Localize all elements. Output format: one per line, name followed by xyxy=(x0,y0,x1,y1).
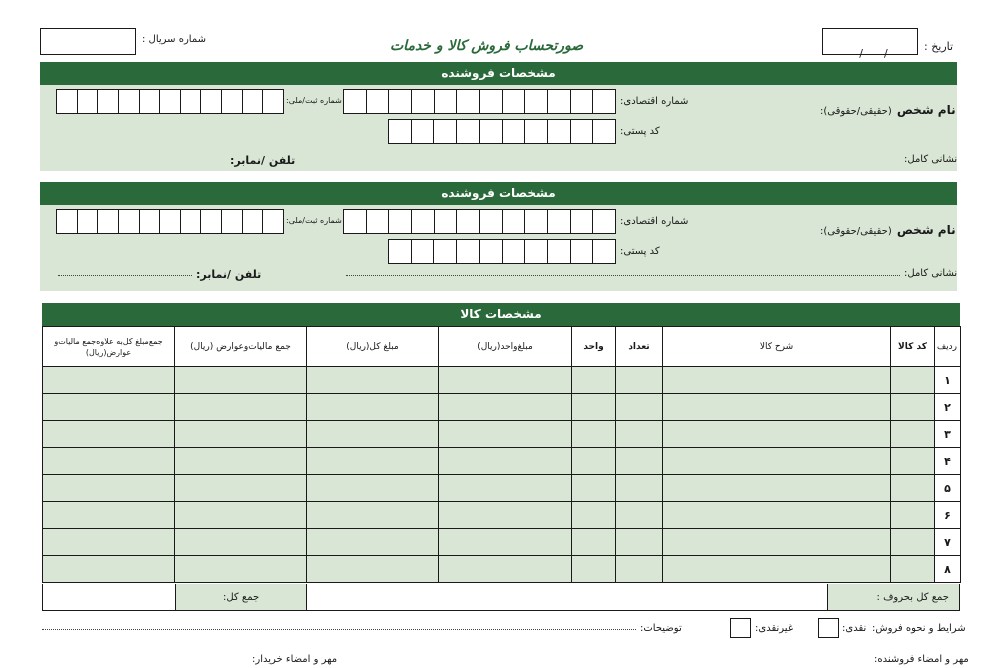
table-row xyxy=(43,556,961,583)
seller2-reg-input[interactable] xyxy=(56,209,284,234)
seller1-postal-label: کد پستی: xyxy=(620,126,660,137)
seller2-name-hint: (حقیقی/حقوقی): xyxy=(820,226,892,237)
cash-label: نقدی: xyxy=(842,623,867,634)
seller2-postal-input[interactable] xyxy=(388,239,616,264)
col-quantity: تعداد xyxy=(616,327,663,367)
cell-input[interactable] xyxy=(439,367,572,394)
seller-signature-label: مهر و امضاء فروشنده: xyxy=(874,654,969,665)
row-number: ۳ xyxy=(935,421,961,448)
cell-input[interactable] xyxy=(663,502,891,529)
cell-input[interactable] xyxy=(43,394,175,421)
col-description: شرح کالا xyxy=(663,327,891,367)
table-row xyxy=(43,502,961,529)
cell-input[interactable] xyxy=(439,502,572,529)
date-value: / / xyxy=(859,47,888,60)
cell-input[interactable] xyxy=(891,367,935,394)
cell-input[interactable] xyxy=(439,529,572,556)
row-number: ۵ xyxy=(935,475,961,502)
seller2-address-label: نشانی کامل: xyxy=(904,268,958,279)
grand-total-label xyxy=(175,584,307,610)
buyer-signature-label: مهر و امضاء خریدار: xyxy=(252,654,338,665)
goods-table xyxy=(42,326,961,583)
table-row xyxy=(43,394,961,421)
cell-input[interactable] xyxy=(663,529,891,556)
cell-input[interactable] xyxy=(43,475,175,502)
cell-input[interactable] xyxy=(572,556,616,583)
cell-input[interactable] xyxy=(175,529,307,556)
seller1-reg-label: شماره ثبت/ملی: xyxy=(286,96,342,105)
cell-input[interactable] xyxy=(572,421,616,448)
seller1-postal-input[interactable] xyxy=(388,119,616,144)
cell-input[interactable] xyxy=(572,394,616,421)
cell-input[interactable] xyxy=(616,475,663,502)
col-grand-total: جمع‌مبلغ کل‌به علاوه‌جمع مالیات‌و عوارض(ریال) xyxy=(43,327,175,367)
cell-input[interactable] xyxy=(891,475,935,502)
cell-input[interactable] xyxy=(572,448,616,475)
table-row xyxy=(43,529,961,556)
cell-input[interactable] xyxy=(43,556,175,583)
cell-input[interactable] xyxy=(175,394,307,421)
cell-input[interactable] xyxy=(572,475,616,502)
cell-input[interactable] xyxy=(891,421,935,448)
seller1-phone-label: تلفن /نمابر: xyxy=(230,154,296,167)
cell-input[interactable] xyxy=(43,448,175,475)
cell-input[interactable] xyxy=(307,394,439,421)
total-words-label xyxy=(827,584,959,610)
cell-input[interactable] xyxy=(175,502,307,529)
cell-input[interactable] xyxy=(439,421,572,448)
noncash-checkbox[interactable] xyxy=(730,618,751,638)
seller1-address-label: نشانی کامل: xyxy=(904,154,958,165)
cash-checkbox[interactable] xyxy=(818,618,839,638)
notes-label: توضیحات: xyxy=(640,623,682,634)
seller1-reg-input[interactable] xyxy=(56,89,284,114)
col-row-number: ردیف xyxy=(935,327,961,367)
seller1-name-hint: (حقیقی/حقوقی): xyxy=(820,106,892,117)
totals-row xyxy=(42,584,960,611)
seller2-header: مشخصات فروشنده xyxy=(40,182,957,205)
seller2-phone-label: تلفن /نمابر: xyxy=(196,268,262,281)
cell-input[interactable] xyxy=(663,394,891,421)
grand-total-input[interactable] xyxy=(43,584,175,610)
row-number: ۲ xyxy=(935,394,961,421)
cell-input[interactable] xyxy=(307,556,439,583)
col-item-code: کد کالا xyxy=(891,327,935,367)
cell-input[interactable] xyxy=(616,394,663,421)
col-tax-total: جمع مالیات‌وعوارض (ریال) xyxy=(175,327,307,367)
total-words-label-text: جمع کل بحروف : xyxy=(876,591,949,603)
seller2-postal-label: کد پستی: xyxy=(620,246,660,257)
cell-input[interactable] xyxy=(616,529,663,556)
terms-label: شرایط و نحوه فروش: xyxy=(872,623,966,634)
cell-input[interactable] xyxy=(307,502,439,529)
seller1-header: مشخصات فروشنده xyxy=(40,62,957,85)
table-row xyxy=(43,367,961,394)
row-number: ۴ xyxy=(935,448,961,475)
seller2-address-line[interactable] xyxy=(346,270,900,276)
goods-header: مشخصات کالا xyxy=(42,303,960,326)
cell-input[interactable] xyxy=(175,367,307,394)
row-number: ۶ xyxy=(935,502,961,529)
cell-input[interactable] xyxy=(439,556,572,583)
seller2-econ-label: شماره اقتصادی: xyxy=(620,216,689,227)
cell-input[interactable] xyxy=(663,475,891,502)
cell-input[interactable] xyxy=(616,556,663,583)
cell-input[interactable] xyxy=(439,448,572,475)
row-number: ۱ xyxy=(935,367,961,394)
cell-input[interactable] xyxy=(307,529,439,556)
cell-input[interactable] xyxy=(616,502,663,529)
cell-input[interactable] xyxy=(439,394,572,421)
seller2-econ-input[interactable] xyxy=(343,209,616,234)
seller2-name-label: نام شخص xyxy=(896,223,956,237)
cell-input[interactable] xyxy=(572,502,616,529)
seller1-name-label: نام شخص xyxy=(896,103,956,117)
noncash-label: غیرنقدی: xyxy=(755,623,794,634)
cell-input[interactable] xyxy=(43,529,175,556)
table-row xyxy=(43,421,961,448)
seller2-reg-label: شماره ثبت/ملی: xyxy=(286,216,342,225)
date-label: تاریخ : xyxy=(924,40,954,53)
cell-input[interactable] xyxy=(616,421,663,448)
row-number: ۸ xyxy=(935,556,961,583)
total-words-input[interactable] xyxy=(306,584,827,610)
cell-input[interactable] xyxy=(175,421,307,448)
cell-input[interactable] xyxy=(616,367,663,394)
cell-input[interactable] xyxy=(307,367,439,394)
seller1-econ-input[interactable] xyxy=(343,89,616,114)
notes-line[interactable] xyxy=(42,624,636,630)
seller1-name xyxy=(820,99,956,118)
col-total-price: مبلغ کل(ریال) xyxy=(307,327,439,367)
cell-input[interactable] xyxy=(663,421,891,448)
cell-input[interactable] xyxy=(891,448,935,475)
cell-input[interactable] xyxy=(43,421,175,448)
cell-input[interactable] xyxy=(663,448,891,475)
cell-input[interactable] xyxy=(572,529,616,556)
cell-input[interactable] xyxy=(307,448,439,475)
cell-input[interactable] xyxy=(891,529,935,556)
cell-input[interactable] xyxy=(891,502,935,529)
cell-input[interactable] xyxy=(307,421,439,448)
seller2-phone-line[interactable] xyxy=(58,270,192,276)
goods-header-row xyxy=(43,327,961,367)
col-unit-price: مبلغ‌واحد(ریال) xyxy=(439,327,572,367)
cell-input[interactable] xyxy=(175,475,307,502)
table-row xyxy=(43,475,961,502)
date-field[interactable] xyxy=(822,28,918,60)
cell-input[interactable] xyxy=(175,448,307,475)
serial-label: شماره سریال : xyxy=(142,34,206,45)
col-unit: واحد xyxy=(572,327,616,367)
cell-input[interactable] xyxy=(43,367,175,394)
cell-input[interactable] xyxy=(43,502,175,529)
row-number: ۷ xyxy=(935,529,961,556)
grand-total-label-text: جمع کل: xyxy=(222,591,260,603)
cell-input[interactable] xyxy=(616,448,663,475)
cell-input[interactable] xyxy=(175,556,307,583)
cell-input[interactable] xyxy=(663,367,891,394)
cell-input[interactable] xyxy=(663,556,891,583)
seller2-name xyxy=(820,219,956,238)
cell-input[interactable] xyxy=(891,556,935,583)
serial-field[interactable] xyxy=(40,28,136,55)
cell-input[interactable] xyxy=(307,475,439,502)
cell-input[interactable] xyxy=(891,394,935,421)
invoice-title: صورتحساب فروش کالا و خدمات xyxy=(390,38,584,54)
table-row xyxy=(43,448,961,475)
seller1-econ-label: شماره اقتصادی: xyxy=(620,96,689,107)
cell-input[interactable] xyxy=(439,475,572,502)
cell-input[interactable] xyxy=(572,367,616,394)
